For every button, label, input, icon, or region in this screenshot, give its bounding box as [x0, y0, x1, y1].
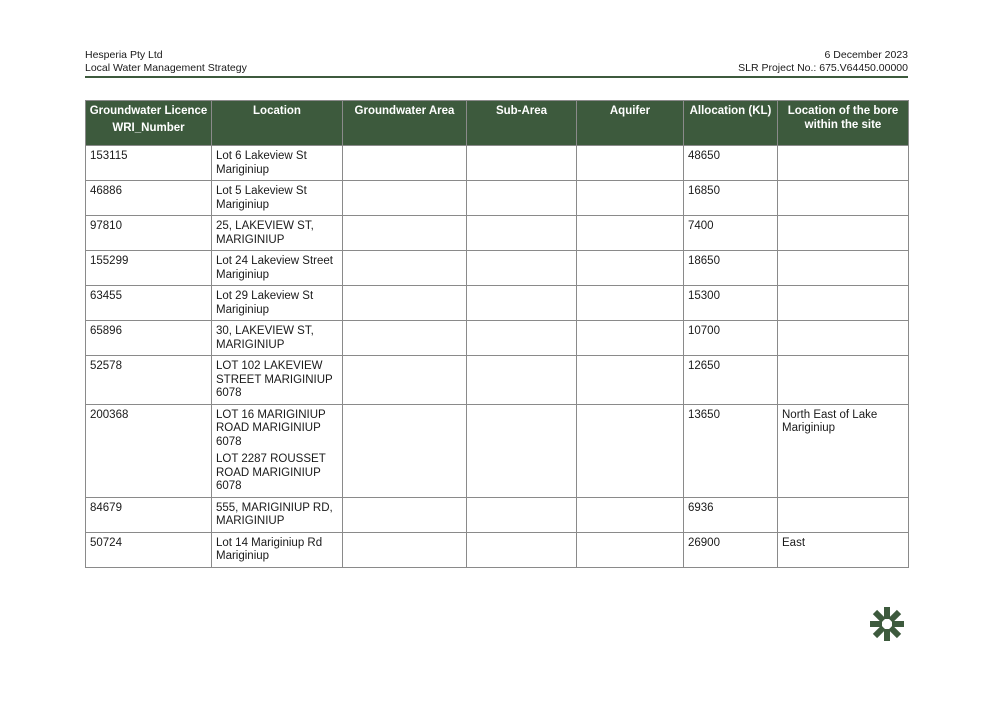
- cell-licence: 155299: [86, 251, 212, 286]
- cell-location: [212, 321, 343, 356]
- location-entry: LOT 102 LAKEVIEW STREET MARIGINIUP 6078: [216, 360, 333, 399]
- cell-groundwater-area: [343, 532, 467, 567]
- cell-groundwater-area: [343, 181, 467, 216]
- cell-allocation: 18650: [684, 251, 778, 286]
- cell-groundwater-area: [343, 497, 467, 532]
- cell-groundwater-area: [343, 251, 467, 286]
- cell-location: [212, 356, 343, 405]
- table-row: [86, 216, 909, 251]
- cell-licence: 153115: [86, 146, 212, 181]
- cell-aquifer: [577, 286, 684, 321]
- cell-allocation: 16850: [684, 181, 778, 216]
- table-row: [86, 146, 909, 181]
- company-name: Hesperia Pty Ltd: [85, 49, 163, 61]
- cell-aquifer: [577, 321, 684, 356]
- cell-aquifer: [577, 532, 684, 567]
- cell-allocation: 10700: [684, 321, 778, 356]
- cell-location: [212, 146, 343, 181]
- cell-groundwater-area: [343, 286, 467, 321]
- cell-bore-location: [778, 356, 909, 405]
- cell-aquifer: [577, 404, 684, 497]
- cell-aquifer: [577, 216, 684, 251]
- cell-licence: 52578: [86, 356, 212, 405]
- table-row: [86, 181, 909, 216]
- cell-bore-location: [778, 251, 909, 286]
- cell-licence: 200368: [86, 404, 212, 497]
- project-number: SLR Project No.: 675.V64450.00000: [738, 62, 908, 74]
- cell-aquifer: [577, 356, 684, 405]
- location-entry: LOT 2287 ROUSSET ROAD MARIGINIUP 6078: [216, 453, 326, 492]
- cell-sub-area: [467, 216, 577, 251]
- cell-sub-area: [467, 321, 577, 356]
- cell-bore-location: [778, 321, 909, 356]
- cell-sub-area: [467, 251, 577, 286]
- location-entry: 25, LAKEVIEW ST, MARIGINIUP: [216, 220, 314, 246]
- col-header-location: Location: [212, 101, 343, 146]
- cell-bore-location: [778, 286, 909, 321]
- table-row: [86, 286, 909, 321]
- cell-licence: 50724: [86, 532, 212, 567]
- cell-allocation: 7400: [684, 216, 778, 251]
- cell-aquifer: [577, 181, 684, 216]
- cell-location: [212, 181, 343, 216]
- header-right: [738, 49, 908, 75]
- table-row: [86, 532, 909, 567]
- cell-bore-location: North East of Lake Mariginiup: [778, 404, 909, 497]
- location-entry: Lot 14 Mariginiup Rd Mariginiup: [216, 536, 323, 562]
- cell-groundwater-area: [343, 321, 467, 356]
- cell-bore-location: East: [778, 532, 909, 567]
- cell-bore-location: [778, 497, 909, 532]
- cell-location: [212, 286, 343, 321]
- col-header-bore-location: Location of the bore within the site: [778, 101, 909, 146]
- header-left: [85, 49, 247, 75]
- document-title: Local Water Management Strategy: [85, 62, 247, 74]
- cell-location: [212, 251, 343, 286]
- cell-sub-area: [467, 404, 577, 497]
- cell-allocation: 6936: [684, 497, 778, 532]
- cell-aquifer: [577, 497, 684, 532]
- cell-licence: 97810: [86, 216, 212, 251]
- table-row: [86, 251, 909, 286]
- cell-licence: 46886: [86, 181, 212, 216]
- table-row: [86, 356, 909, 405]
- cell-bore-location: [778, 216, 909, 251]
- location-entry: 555, MARIGINIUP RD, MARIGINIUP: [216, 501, 333, 527]
- col-header-wri-number: WRI_Number: [112, 121, 185, 134]
- header-divider: [85, 76, 908, 78]
- cell-allocation: 12650: [684, 356, 778, 405]
- location-entry: LOT 16 MARIGINIUP ROAD MARIGINIUP 6078: [216, 408, 326, 448]
- location-entry: Lot 5 Lakeview St Mariginiup: [216, 185, 307, 211]
- cell-groundwater-area: [343, 216, 467, 251]
- cell-location: [212, 216, 343, 251]
- cell-licence: 65896: [86, 321, 212, 356]
- document-date: 6 December 2023: [824, 49, 908, 61]
- cell-bore-location: [778, 146, 909, 181]
- cell-licence: 84679: [86, 497, 212, 532]
- cell-groundwater-area: [343, 356, 467, 405]
- cell-location: [212, 404, 343, 497]
- cell-groundwater-area: [343, 146, 467, 181]
- cell-allocation: 26900: [684, 532, 778, 567]
- col-header-sub-area: Sub-Area: [467, 101, 577, 146]
- cell-groundwater-area: [343, 404, 467, 497]
- cell-aquifer: [577, 251, 684, 286]
- cell-allocation: 15300: [684, 286, 778, 321]
- cell-aquifer: [577, 146, 684, 181]
- table-header-row: [86, 101, 909, 146]
- cell-location: [212, 532, 343, 567]
- cell-bore-location: [778, 181, 909, 216]
- col-header-licence: [86, 101, 212, 146]
- location-entry: 30, LAKEVIEW ST, MARIGINIUP: [216, 325, 314, 351]
- slr-logo-icon: [870, 607, 904, 641]
- col-header-allocation: Allocation (KL): [684, 101, 778, 146]
- cell-sub-area: [467, 146, 577, 181]
- groundwater-licence-table: [85, 100, 909, 568]
- cell-allocation: 13650: [684, 404, 778, 497]
- location-entry: Lot 24 Lakeview Street Mariginiup: [216, 255, 333, 281]
- table-row: [86, 404, 909, 497]
- cell-allocation: 48650: [684, 146, 778, 181]
- table-body: [86, 146, 909, 568]
- location-entry: Lot 29 Lakeview St Mariginiup: [216, 290, 314, 316]
- cell-sub-area: [467, 286, 577, 321]
- cell-sub-area: [467, 181, 577, 216]
- col-header-groundwater-area: Groundwater Area: [343, 101, 467, 146]
- cell-sub-area: [467, 532, 577, 567]
- table-row: [86, 497, 909, 532]
- cell-sub-area: [467, 497, 577, 532]
- col-header-licence-title: Groundwater Licence: [89, 105, 208, 117]
- cell-licence: 63455: [86, 286, 212, 321]
- location-entry: Lot 6 Lakeview St Mariginiup: [216, 150, 307, 176]
- cell-location: [212, 497, 343, 532]
- col-header-aquifer: Aquifer: [577, 101, 684, 146]
- table-row: [86, 321, 909, 356]
- cell-sub-area: [467, 356, 577, 405]
